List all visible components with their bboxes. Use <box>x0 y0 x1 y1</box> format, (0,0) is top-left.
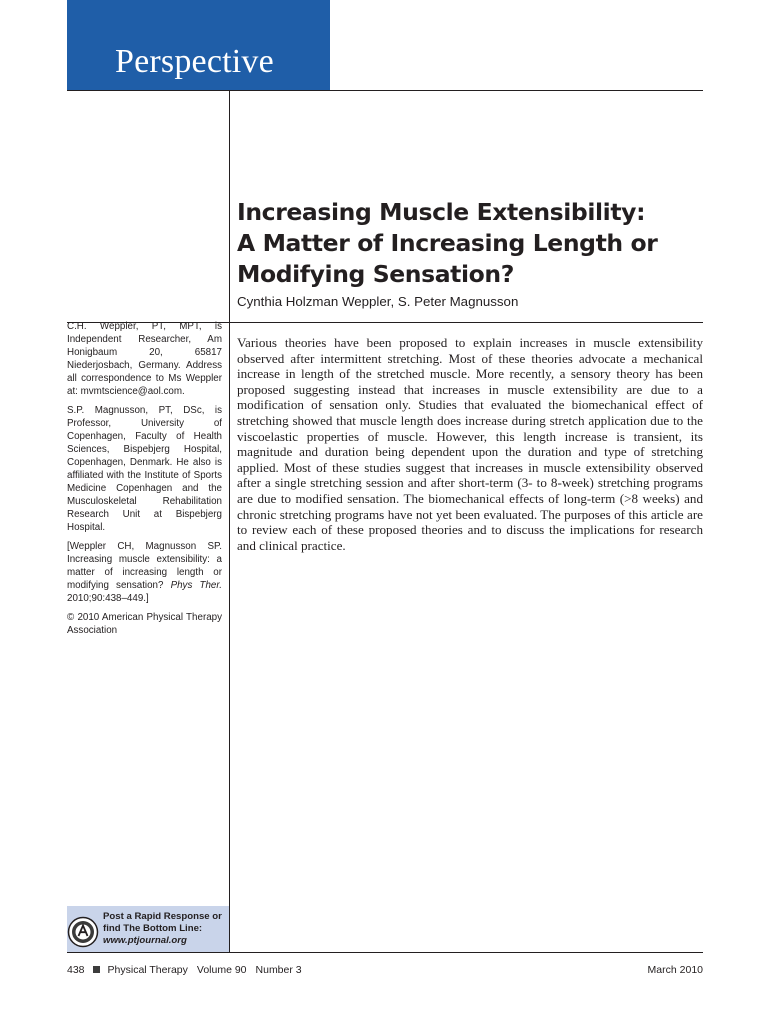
page-number: 438 <box>67 964 85 976</box>
rapid-response-line1: Post a Rapid Response or <box>103 911 222 922</box>
citation-text: [Weppler CH, Magnusson SP. Increasing muscle extensibility: a matter of increasing length or modifying sensation? <box>67 541 222 591</box>
author-affiliation-1: C.H. Weppler, PT, MPT, is Independent Researcher, Am Honigbaum 20, 65817 Niederjosbach, Germany. Address all correspondence to Ms Weppler at: mvmtscience@aol.com. <box>67 321 222 397</box>
rapid-response-text <box>103 911 227 947</box>
column-divider <box>229 90 230 952</box>
journal-url-link[interactable]: www.ptjournal.org <box>103 935 187 946</box>
issue-date: March 2010 <box>647 964 703 976</box>
copyright: © 2010 American Physical Therapy Association <box>67 612 222 636</box>
article-title <box>237 197 703 290</box>
title-line: Modifying Sensation? <box>237 260 514 288</box>
citation-ref: 2010;90:438–449.] <box>67 593 149 604</box>
volume: Volume 90 <box>196 964 247 976</box>
footer-rule <box>67 952 703 953</box>
citation-journal: Phys Ther. <box>170 580 222 591</box>
journal-name: Physical Therapy <box>107 964 188 976</box>
article-authors: Cynthia Holzman Weppler, S. Peter Magnusson <box>237 294 519 309</box>
rapid-response-icon <box>67 916 99 948</box>
article-abstract: Various theories have been proposed to explain increases in muscle extensibility observed after intermittent stretching. Most of these theories advocate a mechanical increase in length of the stretched muscle. More recently, a sensory theory has been proposed suggesting instead that increases in muscle extensibility are due to a modification of sensation only. Studies that evaluated the biomechanical effect of stretching showed that muscle length does increase during stretch application due to the viscoelastic properties of muscle. However, this length increase is transient, its magnitude and duration being dependent upon the duration and type of stretching applied. Most of these studies suggest that increases in muscle extensibility observed after a single stretching session and after short-term (3- to 8-week) stretching programs are due to modified sensation. The biomechanical effects of long-term (>8 weeks) and chronic stretching programs have not yet been evaluated. The purposes of this article are to review each of these proposed theories and to discuss the implications for research and clinical practice. <box>237 335 703 553</box>
section-banner <box>67 0 330 90</box>
footer-left <box>67 964 302 976</box>
abstract-rule <box>229 322 703 323</box>
square-bullet-icon <box>93 966 100 973</box>
top-rule <box>67 90 703 91</box>
rapid-response-box[interactable] <box>67 906 229 952</box>
title-line: Increasing Muscle Extensibility: <box>237 198 646 226</box>
citation <box>67 540 222 605</box>
rapid-response-line2: find The Bottom Line: <box>103 923 203 934</box>
section-title: Perspective <box>115 43 274 80</box>
author-affiliation-2: S.P. Magnusson, PT, DSc, is Professor, University of Copenhagen, Faculty of Health Sciences, Bispebjerg Hospital, Copenhagen, Denmark. He also is affiliated with the Institute of Sports Medicine Copenhagen and the Musculoskeletal Rehabilitation Research Unit at Bispebjerg Hospital. <box>67 405 222 533</box>
issue-number: Number 3 <box>255 964 302 976</box>
author-sidebar <box>67 320 222 643</box>
title-line: A Matter of Increasing Length or <box>237 229 658 257</box>
